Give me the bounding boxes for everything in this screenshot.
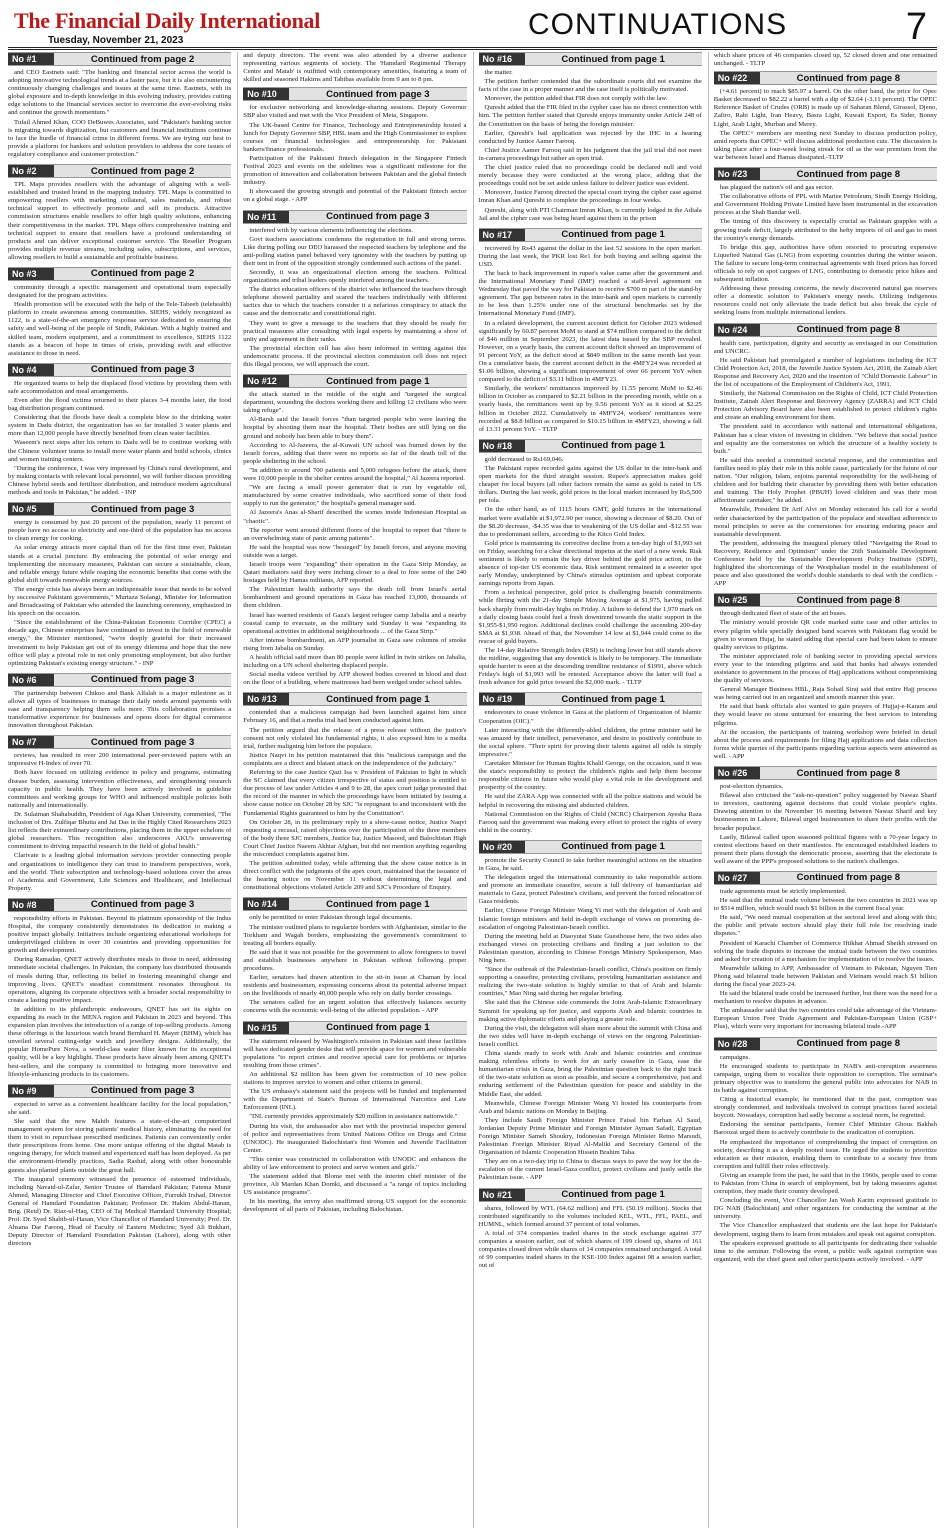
article-number: No #20 <box>479 841 525 853</box>
continued-from-label: Continued from page 3 <box>90 736 195 748</box>
continuation-article <box>714 1037 937 1265</box>
article-body <box>714 1054 937 1264</box>
paragraph: General Manager Business HBL, Raja Sohail Siraj said that entire Hajj process was being carried out in an organized and smooth manner this year. <box>713 686 937 702</box>
article-body <box>714 610 937 761</box>
paragraph: The ambassador said that the two countries could take advantage of the Vietnam-European Union Free Trade Agreement and Pakistan-European Union (GSP+ Plus), which were very important for increasing bilateral trade.-APP <box>713 1007 937 1031</box>
paragraph: The reporter went around different floors of the hospital to report that "there is an overwhelming state of panic among patients". <box>243 526 467 542</box>
article-header <box>479 228 702 242</box>
article-number: No #9 <box>8 1085 54 1097</box>
paragraph: contended that a malicious campaign had been launched against him since February 16, and that a media trial had been conducted against him. <box>243 709 467 725</box>
paragraph: They include Saudi Foreign Minister Prince Faisal bin Farhan Al Saud, Jordanian Deputy Prime Minister and Foreign Minister Ayman Safadi, Egyptian Foreign Minister Sameh Shoukry, Indonesian Foreign Minister Retno Marsudi, Palestinian Foreign Minister Riyad Al-Maliki and Secretary General of the Organisation of Islamic Cooperation Hissein Brahim Taha. <box>478 1116 702 1157</box>
continued-from-label: Continued from page 8 <box>796 168 901 180</box>
article-header <box>8 363 231 377</box>
article-number: No #25 <box>714 594 760 606</box>
paragraph: Qureshi, along with PTI Chairman Imran Khan, is currently lodged in the Adiala Jail and the cipher case was being heard against them in the prison <box>478 206 702 222</box>
article-header <box>243 692 466 706</box>
paragraph: Concluding the event, Vice Chancellor Jan Wash Karim expressed gratitude to DG NAB (Balochistan) and other organizers for conducting the seminar at the university. <box>713 1197 937 1221</box>
article-number: No #5 <box>8 503 54 515</box>
continuation-article <box>479 439 702 689</box>
article-number: No #1 <box>8 53 54 65</box>
continuation-article <box>8 735 231 894</box>
paragraph: Considering that the floods have dealt a complete blow to the drinking water system in Dadu district, the organization has so far installed 3 water plants and more than 12,000 people have directly benefited from clean water facilities. <box>8 414 232 438</box>
paragraph: only be permitted to enter Pakistan through legal documents. <box>249 914 413 922</box>
continued-from-label: Continued from page 8 <box>796 767 901 779</box>
article-body <box>243 104 466 204</box>
article-header <box>479 1188 702 1202</box>
article-columns <box>8 52 937 1528</box>
paragraph: gold decreased to Rs169,046. <box>484 455 564 463</box>
continuation-article <box>243 374 466 688</box>
article-number: No #21 <box>479 1189 525 1201</box>
column-4 <box>708 52 937 1528</box>
article-number: No #15 <box>243 1022 289 1034</box>
paragraph: The district education officers of the district who influenced the teachers through telephone showed partiality and scared the teachers individually with different tactics due to which the teachers consider it a nefarious conspiracy to attack the cause and the democratic and constitutional right. <box>243 286 467 318</box>
paragraph: for exclusive networking and knowledge-sharing sessions. Deputy Governor SBP also visited and met with the Vice President of Meta, Singapore. <box>243 104 467 120</box>
paragraph: In addition to its philanthropic endeavours, QNET has set its sights on expanding its reach in the MENA region and Pakistan in 2023 and beyond. This expansion plan involves the introduction of a range of top-selling products. Among these offerings is the luxurious watch brand Bernhard H. Mayer (BHM), which has unveiled several cutting-edge watch and jewellery designs. Additionally, the popular HomePure Nova, a world-class water filter known for its exceptional quality, will be a key highlight. These products have already been among QNET's best-sellers, and the company is committed to bringing more innovative and lifestyle-enhancing products to its customers. <box>8 1005 232 1078</box>
continued-from-label: Continued from page 1 <box>561 841 665 853</box>
article-body <box>479 69 702 223</box>
paragraph: The 14-day Relative Strength Index (RSI) is inching lower but still stands above the midline, suggesting that any downtick is likely to be temporary. The immediate upside barrier is seen at the descending trendline resistance of $1991, above which Friday's high of $1,993 will be retested. Acceptance above the latter will fuel a fresh advance for gold price toward the $2,000 mark. - TLTP <box>478 647 702 687</box>
paragraph: Endorsing the seminar participants, former Chief Minister Ghous Bakhsh Baroozai urged them to actively contribute to the eradication of corruption. <box>713 1121 937 1137</box>
article-header <box>243 210 466 224</box>
paragraph: The statement added that Blome met with the interim chief minister of the province, Ali Mardan Khan Domki, and discussed a "a range of topics including US assistance programs". <box>243 1173 467 1197</box>
paragraph: Later interacting with the differently-abled children, the prime minister said he was amazed by their intellect, perseverance, and desire to positively contribute to the social sphere. "Their spirit for proving their talents against all odds is simply impressive." <box>478 726 702 758</box>
paragraph: has plagued the nation's oil and gas sector. <box>719 184 834 192</box>
paragraph: Chief Justice Aamer Farooq said in his judgment that the jail trial did not meet in-camera proceedings but rather an open trial. <box>478 146 702 162</box>
paragraph: The inaugural ceremony witnessed the presence of esteemed individuals, including Navaid-ul-Zafar, Senior Trustee of Hamdard Pakistan; Fatema Munir Ahmed, Managing Director and Chief Executive Officer, Furrukh Irshad, Director General of Hamdard Foundation Pakistan; Professor Dr. Hakim Abdul-Hanan, Brig. (Retd) Dr. Riaz-ul-Haq, CEO of Taj Medical Hamdard University Hospital; Prof. Dr. Syed Shabib-ul-Hasan, Vice Chancellor of Hamdard University; Prof. Dr. Ahsana Dar Farooq, Head of Faculty of Eastern Medicine; Syed Ali Bukhari, Deputy Director of Hamdard Foundation Pakistan (Lahore), along with other directors <box>8 1175 232 1248</box>
continuation-article <box>243 692 466 893</box>
paragraph: The petition further contended that the subordinate courts did not examine the facts of the case in a proper manner and the case itself is politically motivated. <box>478 78 702 94</box>
article-header <box>479 52 702 66</box>
continued-from-label: Continued from page 1 <box>561 53 665 65</box>
article-header <box>8 735 231 749</box>
paragraph: She said that the Chinese side commends the Joint Arab-Islamic Extraordinary Summit for speaking up for justice, and supports Arab and Islamic countries in making active diplomatic efforts and playing a greater role. <box>478 999 702 1023</box>
article-header <box>479 840 702 854</box>
article-number: No #23 <box>714 168 760 180</box>
paragraph: shares, followed by WTL (64.62 million) and FFL (50.19 million). Stocks that contributed significantly to the volumes included KEL, WTL, FFL, PAEL, and HUMNL, which formed around 37 percent of total volumes. <box>478 1204 702 1228</box>
paragraph: The provincial election cell has also been informed in writing against this undemocratic process. If the provincial election commission cell does not reject this illegal process, we will approach the court. <box>243 344 467 368</box>
paragraph: From a technical perspective, gold price is challenging bearish commitments while flirting with the 21-day Simple Moving Average at $1,975, having pulled back sharply from multi-day highs on Friday. A failure to defend the 1,970 mark on a daily closing basis could fuel a fresh downtrend towards the static support in the $1,955-$1,950 region. Additional declines could challenge the ascending 200-day SMA at $1,938. Ahead of that, the November 14 low at $1,944 could come to the rescue of gold buyers. <box>478 589 702 645</box>
article-header <box>714 766 937 780</box>
paragraph: During the meeting held at Diaoyutai State Guesthouse here, the two sides also exchanged views on protecting civilians and finding a just solution to the Palestinian question, according to Chinese Foreign Ministry Spokesperson, Mao Ning here. <box>478 932 702 964</box>
article-body <box>479 709 702 834</box>
paragraph: Meanwhile talking to APP, Ambassador of Vietnam to Pakistan, Nguyen Tien Phong said bilateral trade between Pakistan and Vietnam would reach $1 billion during the fiscal year 2023-24. <box>713 964 937 988</box>
article-number: No #13 <box>243 693 289 705</box>
paragraph: Dr. Sulaiman Shahabuddin, President of Aga Khan University, commented, "The inclusion of Drs. Zulfiqar Bhutta and Jai Das in the Highly Cited Researchers 2023 list reflects their extraordinary contributions, placing them in the upper echelons of global researchers. This recognition also underscores AKU's unwavering commitment to driving impactful research in the field of global health." <box>8 810 232 851</box>
paragraph: trade agreements must be strictly implemented. <box>719 887 847 895</box>
continuation-article <box>8 164 231 263</box>
paragraph: Israel has warned residents of Gaza's largest refugee camp Jabalia and a nearby coastal camp to evacuate, as the military said Sunday it was "expanding its operational activities in additional neighbourhoods ... of the Gaza Strip." <box>243 611 467 635</box>
paragraph: promote the Security Council to take further meaningful actions on the situation in Gaza, he said. <box>478 856 702 872</box>
paragraph: The senators called for an urgent solution that effectively balances security concerns with the economic well-being of the affected population. - APP <box>243 999 467 1015</box>
paragraph: He said Pakistan had promulgated a number of legislations including the ICT Child Protection Act, 2018, the Juvenile Justice System Act, 2018, the Zainab Alert Response and Recovery Act, 2020 and the insertion of "Child Domestic Labour" in the list of occupations of the Employment of Children's Act, 1991. <box>713 356 937 388</box>
continued-from-label: Continued from page 1 <box>326 1022 430 1034</box>
paragraph: The petition argued that the release of a press release without the justice's consent not only violated his fundamental rights, it also exposed him to a media trial, further maligning him before the populace. <box>243 726 467 750</box>
paragraph: He said this needed a committed societal response, and the communities and families need to play their role in this noble cause, particularly for the future of our nation. "Our religion, Islam, enjoins parental responsibility for the well-being of children and for building their character by providing them with better education and training. The Holy Prophet (PBUH) loved children and was their most affectionate caretaker," he added. <box>713 456 937 505</box>
article-body <box>714 783 937 866</box>
article-number: No #11 <box>243 211 289 223</box>
article-number: No #17 <box>479 229 525 241</box>
continuation-article <box>8 898 231 1080</box>
continued-from-label: Continued from page 8 <box>796 324 901 336</box>
paragraph: "During the conference, I was very impressed by China's rural development, and by making contacts with relevant local personnel, we will further discuss providing Chinese hybrid seeds and fertilizer distribution, and introduce modern agricultural methods and tools in Pakistan," he added. - INP <box>8 464 232 497</box>
paragraph: Citing a historical example, he mentioned that in the past, corruption was strongly condemned, and individuals involved in corrupt practices faced societal boycott. Nowadays, corruption had sadly become a societal norm, he regretted. <box>713 1096 937 1120</box>
article-body <box>243 227 466 370</box>
continued-from-label: Continued from page 2 <box>90 165 195 177</box>
continuation-article <box>479 692 702 835</box>
paragraph: He said the ZARA App was connected with all the police stations and would be helpful in recovering the missing and abducted children. <box>478 793 702 809</box>
continued-from-label: Continued from page 1 <box>326 693 430 705</box>
paragraph: Earlier, Qureshi's bail application was rejected by the IHC in a hearing conducted by Justice Aamer Farooq. <box>478 129 702 145</box>
paragraph: and CEO Eastnets said: "The banking and financial sector across the world is adopting innovative technological trends at a faster pace, but it is also encountering continuously changing challenges and issues at the same time. Eastnets, with its global exposure and in-depth knowledge in this evolving industry, provides cutting edge solutions to the financial services sector to overcome the ever-evolving risks and continue the growth momentum." <box>8 69 232 117</box>
continued-from-label: Continued from page 3 <box>326 88 430 100</box>
article-header <box>8 502 231 516</box>
paragraph: Lastly, Bilawal called upon seasoned political figures with a 70-year legacy to contest elections based on their manifestos. He encouraged established leaders to present their plans through the democratic process, asserting that the electorate is well aware of the PPP's proposed solutions to the nation's challenges. <box>713 833 937 865</box>
paragraph: The petition submitted today, while affirming that the show cause notice is in direct conflict with the judgments of the apex court, maintained that the issuance of the hearing notice on November 11 without determining the legal and constitutional objections violated Article 209 and SJC's Procedure of Enquiry. <box>243 860 467 892</box>
paragraph: "This center was constructed in collaboration with UNODC and enhances the ability of law enforcement to protect and serve women and girls." <box>243 1155 467 1171</box>
paragraph: Tufail Ahmed Khan, COO DeBuwes Associates, said "Pakistan's banking sector is migrating towards digitization, but customers and financial institutions continue to face the hurdle of financial crime in different forms. We are trying our best to provide a platform for bankers and solution providers to address the core issues of regulatory compliance and customer protection." <box>8 118 232 158</box>
article-body <box>714 340 937 589</box>
article-number: No #16 <box>479 53 525 65</box>
continued-from-label: Continued from page 3 <box>90 364 195 376</box>
paragraph: reviews, has resulted in over 200 international peer-reviewed papers with an impressive H-Index of over 70. <box>8 752 232 768</box>
paragraph: The speakers expressed gratitude to all participants for dedicating their valuable time to the seminar. Following the event, a public walk against corruption was organized, with the chief guest and other participants actively involved. - APP <box>713 1239 937 1263</box>
paragraph: He said that the mutual trade volume between the two countries in 2021 was up to $514 million, which would reach $1 billion in the current fiscal year. <box>713 897 937 913</box>
paragraph: (+4.61 percent) to reach $85.97 a barrel. On the other hand, the price for Opec Basket decreased to $82.22 a barrel with a dip of $2.64 (-3.11 percent). The OPEC Reference Basket of Crudes (ORB) is made up of Saharan Blend, Girassol, Djeno, Zafiro, Rabi Light, Iran Heavy, Basra Light, Kuwait Export, Es Sider, Bonny Light, Arab Light, Murban and Merey. <box>713 88 937 128</box>
paragraph: Al Jazeera's Anas al-Sharif described the scenes inside Indonesian Hospital as "chaotic". <box>243 509 467 525</box>
article-number: No #18 <box>479 440 525 452</box>
paragraph: energy is consumed by just 20 percent of the population, nearly 11 percent of people have no access to electricity and one-third of the population has no access to clean energy for cooking. <box>8 519 232 543</box>
page-number: 7 <box>905 6 927 48</box>
continued-from-label: Continued from page 3 <box>90 1085 195 1097</box>
article-header <box>243 374 466 388</box>
article-number: No #22 <box>714 72 760 84</box>
paragraph: An additional $2 million has been given for construction of 10 new police stations to improve service to women and other citizens in general. <box>243 1070 467 1087</box>
paragraph: He said that bank officials also wanted to gain prayers of Hujjaj-e-Karam and they would leave no stone unturned for ensuring the best services to intending pilgrims. <box>713 703 937 727</box>
paragraph: "INL currently provides approximately $20 million in assistance nationwide." <box>249 1113 458 1121</box>
article-header <box>714 1037 937 1051</box>
paragraph: the attack started in the middle of the night and "targeted the surgical department, wounding the doctors working there and killing 12 civilians who were taking refuge". <box>243 391 467 415</box>
article-header <box>479 692 702 706</box>
paragraph: Participation of the Pakistani fintech delegation in the Singapore Fintech Festival 2023 and events on the sidelines was a significant milestone for the promotion of innovation and collaboration between Pakistan and the global fintech industry. <box>243 154 467 187</box>
paragraph: On the other hand, as of 1115 hours GMT, gold futures in the international market were available at $1,972.90 per ounce, showing a decrease of $8.20. Out of the $8.20 decrease, -$4.35 was due to weakening of the US dollar and -$12.55 was due to predominant sellers, according to the Kitco Gold Index. <box>478 506 702 538</box>
article-body <box>243 391 466 687</box>
paragraph: The minister outlined plans to regularize borders with Afghanistan, similar to the Torkham and Wagah borders, emphasizing the government's commitment to treating all borders equally. <box>243 923 467 947</box>
paragraph: During his visit, the ambassador also met with the provincial inspector general of police and representatives from United Nations Office on Drugs and Crime (UNODC). He inaugurated Balochistan's first Women and Juvenile Facilitation Center. <box>243 1122 467 1154</box>
paragraph: He said that it was not possible for the government to allow foreigners to travel and establish businesses anywhere in Pakistan without following proper procedures. <box>243 948 467 972</box>
continued-from-label: Continued from page 3 <box>90 674 195 686</box>
paragraph: Israeli troops were "expanding" their operation in the Gaza Strip Monday, as Qatari mediators said they were inching closer to a deal to free some of the 240 hostages held by Hamas militants, AFP reported. <box>243 560 467 585</box>
paragraph: In his meeting, the envoy also reaffirmed strong US support for the economic development of all parts of Pakistan, including Balochistan. <box>243 1198 467 1214</box>
continuation-article <box>243 1021 466 1216</box>
paragraph: recovered by Rs43 against the dollar in the last 52 sessions in the open market. During the last week, the PKR lost Re1 for both buying and selling against the USD. <box>478 244 702 268</box>
paragraph: It showcased the growing strength and potential of the Pakistani fintech sector on a global stage. - APP <box>243 188 467 204</box>
paragraph: Similarly, the workers' remittances improved by 11.55 percent MoM to $2.46 billion in October as compared to $2.21 billion in the preceding month, while on a yearly basis, the remittances went up by 9.56 percent YoY as it stood at $2.25 billion in October 2022. Cumulatively in 4MFY24, workers' remittances were recorded at $8.8 billion as compared to $10.15 billion in 4MFY23, showing a fall of 13.31 percent YoY. - TLTP <box>478 385 702 433</box>
continuation-article <box>714 167 937 319</box>
column-2 <box>237 52 466 1528</box>
article-number: No #26 <box>714 767 760 779</box>
newspaper-name: The Financial Daily International <box>14 8 321 33</box>
paragraph: post-election dynamics. <box>719 783 784 791</box>
paragraph: Secondly, it was an organizational election among the teachers. Political organizations and tribal leaders openly interfered among the teachers. <box>243 268 467 285</box>
continued-from-label: Continued from page 8 <box>796 1038 901 1050</box>
continuation-article <box>714 71 937 163</box>
article-body <box>8 284 231 358</box>
paragraph: At the occasion, the participants of training workshop were briefed in detail about the process and requirements for filing Hajj applications and data collection forms while queries of the participants regarding various aspects were answered as well. - APP <box>713 728 937 760</box>
paragraph: Caretaker Minister for Human Rights Khalil George, on the occasion, said it was the state's responsibility to protect the children's rights and help them become responsible citizens in future who would play a vital role in the development and prosperity of the country. <box>478 760 702 792</box>
article-header <box>8 267 231 281</box>
paragraph: "Since the outbreak of the Palestinian-Israeli conflict, China's position on firmly supporting a ceasefire, protecting civilians, providing humanitarian assistance and realizing the two-state solution is highly similar to that of Arab and Islamic countries," Mao Ning said during her regular briefing. <box>478 966 702 998</box>
paragraph: Similarly, the National Commission on the Rights of Child, ICT Child Protection Institute, Zainab Alert Response and Recovery Agency (ZARRA) and ICT Child Protection Advisory Board have also been established to protect children's rights and create an enabling environment for them. <box>713 390 937 422</box>
article-number: No #7 <box>8 736 54 748</box>
article-number: No #4 <box>8 364 54 376</box>
article-number: No #10 <box>243 88 289 100</box>
paragraph: The UK-based Centre for Finance, Technology and Entrepreneurship hosted a lunch for Deputy Governor SBP, HBL team and the High Commissioner to explore courses on financial technologies and entrepreneurship for Pakistani bankers/finance professionals. <box>243 121 467 153</box>
paragraph: The back to back improvement in rupee's value came after the government and the International Monetary Fund (IMF) reached a staff-level agreement on Wednesday that paved the way for Pakistan to receive $700 m part of the stand-by agreement. The gap between rates in the inter-bank and open markets is currently to be less than 1.25% under one of the structural benchmarks set by the International Monetary Fund (IMF). <box>478 269 702 318</box>
paragraph: Even after the flood victims returned to their places 3-4 months later, the food bag distribution program continued. <box>8 397 232 413</box>
paragraph: The Pakistani rupee recorded gains against the US dollar in the inter-bank and open markets for the third straight session. Rupee's appreciation makes gold cheaper for local buyers (all other factors remain the same as gold is rated in US dollars. During the last week, gold prices in the local market increased by Rs5,500 per tola. <box>478 464 702 505</box>
continued-from-label: Continued from page 8 <box>796 594 901 606</box>
continued-text: which share prices of 46 companies closed up, 52 closed down and one remained unchanged. - TLTP <box>713 52 937 68</box>
paragraph: Both have focused on utilizing evidence in policy and programs, estimating disease burden, assessing intervention effectiveness, and strengthening research capacity in public health. They have been actively involved in guideline committees and working groups for WHO and influenced multiple policies both nationally and internationally. <box>8 769 232 809</box>
article-body <box>479 245 702 434</box>
continuation-article <box>8 52 231 160</box>
article-body <box>479 1205 702 1271</box>
paragraph: interfered with by various elements influencing the elections. <box>249 226 414 234</box>
paragraph: "Since the establishment of the China-Pakistan Economic Corridor (CPEC) a decade ago, Chinese enterprises have continued to invest in the field of renewable energy," the Minister mentioned, "we're deeply grateful for their increased investment to help Pakistan get out of its energy dilemma and hope that the new office will play a pivotal role in not only promoting employment, but also further optimizing Pakistan's existing energy structure." - INP <box>8 619 232 667</box>
paragraph: Addressing these pressing concerns, the newly discovered natural gas reserves offer a domestic solution to Pakistan's energy needs. Utilizing indigenous resources could not only alleviate the trade deficit but also break the cycle of seeking loans from multiple international lenders. <box>713 285 937 317</box>
paragraph: Gold price is maintaining its corrective decline from a ten-day high of $1,993 set on Friday, searching for a clear directional impetus at the start of a new week. Risk sentiment is likely to remain the key driver behind the gold price action, in the absence of top-tier US economic data. Risk sentiment remained in a sweeter spot early Monday, underpinned by China's stimulus optimism and upbeat corporate earnings reports from Japan. <box>478 539 702 588</box>
article-body <box>8 380 231 497</box>
article-header <box>8 898 231 912</box>
continuation-article <box>714 323 937 590</box>
paragraph: Moreover, Justice Farooq directed the special court trying the cipher case against Imran Khan and Qureshi to complete the proceedings in four weeks. <box>478 189 702 205</box>
continued-from-label: Continued from page 3 <box>90 503 195 515</box>
paragraph: Earlier, senators had drawn attention to the sit-in issue at Chaman by local residents and businessmen, expressing concerns about its potential adverse impact on the livelihoods of nearly 40,000 people who rely on daily border crossings. <box>243 974 467 998</box>
continued-from-label: Continued from page 8 <box>796 872 901 884</box>
paragraph: They want to give a message to the teachers that they should be ready for practical measures after consulting with legal experts by maintaining a show of unity and agreement in their ranks. <box>243 319 467 343</box>
paragraph: According to Al-Jazeera, the al-Kuwait UN school was burned down by the Israeli forces, adding that there were no reports so far of the death toll of the people sheltering in the school. <box>243 441 467 465</box>
continuation-article <box>479 52 702 224</box>
paragraph: The president said in accordance with national and international obligations, Pakistan has a clear vision of investing in children. "We believe that social justice and equality are the cornerstones on which the structure of a healthy society is built." <box>713 423 937 455</box>
article-body <box>8 519 231 668</box>
article-number: No #14 <box>243 898 289 910</box>
column-1 <box>8 52 231 1528</box>
continuation-article <box>714 593 937 762</box>
continued-from-label: Continued from page 8 <box>796 72 901 84</box>
paragraph: The US embassy's statement said the projects will be funded and implemented with the Department of State's Bureau of International Narcotics and Law Enforcement (INL). <box>243 1088 467 1112</box>
continuation-article <box>714 766 937 867</box>
paragraph: He encouraged students to participate in NAB's anti-corruption awareness campaign, urging them to vocalize their opposition to corruption. The seminar's primary objective was to transform the general public into advocates for NAB in its battle against corruption. <box>713 1062 937 1094</box>
paragraph: The Vice Chancellor emphasized that students are the last hope for Pakistan's development, urging them to learn from mistakes and speak out against corruption. <box>713 1222 937 1238</box>
paragraph: President of Karachi Chamber of Commerce Iftikhar Ahmad Sheikh stressed on solving the trade disputes to increase the mutual trade between the two countries and asked for creation of a mechanism for implementation of to resolve the issues. <box>713 939 937 963</box>
continued-from-label: Continued from page 2 <box>90 268 195 280</box>
article-number: No #12 <box>243 375 289 387</box>
paragraph: After intense bombardment, an AFP journalist in Gaza saw columns of smoke rising from Jabalia on Sunday. <box>243 636 467 652</box>
article-header <box>243 87 466 101</box>
paragraph: He said the bilateral trade could be increased further, but there was the need for a mechanism to resolve disputes in advance. <box>713 990 937 1006</box>
article-body <box>243 709 466 892</box>
paragraph: The Palestinian health authority says the death toll from Israel's aerial bombardment and ground operations in Gaza has reached 13,000, thousands of them children. <box>243 586 467 610</box>
article-number: No #24 <box>714 324 760 336</box>
continuation-article <box>8 673 231 731</box>
continued-from-label: Continued from page 1 <box>326 375 430 387</box>
article-body <box>8 1101 231 1249</box>
paragraph: He said the hospital was now "besieged" by Israeli forces, and anyone moving outside was a target. <box>243 543 467 559</box>
paragraph: As solar energy attracts more capital than oil for the first time ever, Pakistan stands at a crucial juncture. By embracing the potential of solar energy and implementing the necessary measures, Pakistan can secure a sustainable, clean, and reliable energy future while reaping the economic benefits that come with the global shift towards renewable energy sources. <box>8 544 232 584</box>
article-body <box>243 914 466 1015</box>
section-title: CONTINUATIONS <box>528 8 788 41</box>
paragraph: Earlier, Chinese Foreign Minister Wang Yi met with the delegation of Arab and Islamic foreign ministers and held in-depth exchange of views on promoting de-escalation of ongoing Palestinian-Israeli conflict. <box>478 907 702 931</box>
article-body <box>714 184 937 318</box>
continued-from-label: Continued from page 2 <box>90 53 195 65</box>
paragraph: Social media videos verified by AFP showed bodies covered in blood and dust on the floor of a building, where mattresses had been wedged under school tables. <box>243 671 467 687</box>
paragraph: He organized teams to help the displaced flood victims by providing them with safe accommodation and meal arrangements. <box>8 379 232 395</box>
paragraph: The ministry would provide QR code marked suite case and other articles to every pilgrim while specially designed band scarves with Pakistani flag would be given to women Hujaj, he stated adding that special care had been taken to ensure quality services to pilgrims. <box>713 619 937 651</box>
continuation-article <box>8 1084 231 1250</box>
article-header <box>243 1021 466 1035</box>
paragraph: The energy crisis has always been an indispensable issue that needs to be solved by successive Pakistani governments," Murtaza Solangi, Minister for Information and Broadcasting of Pakistan who attended the launching ceremony, emphasized in his speech on the occasion. <box>8 585 232 618</box>
paragraph: Justice Naqvi in his petition maintained that this "malicious campaign and the complaints are a direct and blatant attack on the independence of the judiciary." <box>243 751 467 767</box>
paragraph: The collaborative efforts of PPL with Mariee Petroleum, Sindh Energy Holding, and Government Holding Private Limited have been instrumental in the excavation process at the Shah Bandar well. <box>713 193 937 217</box>
paragraph: The chief justice ruled that no proceedings could be declared null and void merely because they were conducted at the wrong place, adding that the proceedings could not be set aside unless failure to deliver justice was evident. <box>478 164 702 188</box>
article-header <box>8 52 231 66</box>
paragraph: The partnership between Chikoo and Bank Alfalah is a major milestone as it allows all types of businesses to manage their daily needs around payments with ease and transparency helping them sells more. This collaboration promises a transformative experience for businesses and opens doors for digital commerce innovation throughout Pakistan. <box>8 689 232 730</box>
paragraph: Meanwhile, President Dr Arif Alvi on Monday reiterated his call for a world order characterized by the participation of the populace and steadfast adherence to moral principles to serve as the cornerstones for ensuring enduring peace and sustainable development. <box>713 506 937 538</box>
continuation-article <box>479 840 702 1184</box>
continued-from-label: Continued from page 1 <box>561 440 665 452</box>
paragraph: The delegation urged the international community to take responsible actions and promote an immediate ceasefire, secure a full delivery of humanitarian aid materials to Gaza, protect Palestine's civilians, and prevent the forced relocation of Gaza residents. <box>478 874 702 906</box>
paragraph: Bilawal also criticised the "ask-no-question" policy suggested by Nawaz Sharif to investors, cautioning against decisions that could violate people's rights. Drawing attention to the November 16 meeting between Nawaz Sharif and key businessmen in Lahore, Bilawal urged businessmen to share their profits with the broader populace. <box>713 792 937 832</box>
article-body <box>243 1038 466 1215</box>
article-number: No #28 <box>714 1038 760 1050</box>
paragraph: through dedicated fleet of state of the art buses. <box>719 610 847 618</box>
paragraph: Moreover, the petition added that FIR does not comply with the law. <box>484 95 668 103</box>
continuation-article <box>243 87 466 205</box>
article-number: No #2 <box>8 165 54 177</box>
paragraph: Giving an example from the past, he said that in the 1960s, people used to come to Pakistan from China in search of employment, but by taking measures against corruption, they made their country developed. <box>713 1171 937 1196</box>
paragraph: Clarivate is a leading global information services provider connecting people and organizations to intelligence they can trust to transform perspectives, work, and the world. Their subscription and technology-based solutions cover the areas of Academia and Government, Life Sciences and Healthcare, and Intellectual Property. <box>8 852 232 892</box>
paragraph: TPL Maps provides resellers with the advantage of aligning with a well-established and trusted brand in the mapping industry. TPL Maps is committed to empowering resellers with marketing collateral, sales materials, and robust technical support to effectively promote and sell its products. Attractive commission structures enable resellers to offer high quality solutions, enhancing their competitiveness in the market. TPL Maps offers comprehensive training and technical support to ensure that resellers have a profound understanding of products and can deliver exceptional customer service. The Reseller Program provides multiple revenue streams, including sales, subscriptions, and services, allowing resellers to build a sustainable and profitable business. <box>8 181 232 261</box>
continued-from-label: Continued from page 1 <box>561 229 665 241</box>
paragraph: The statement released by Washington's mission in Pakistan said these facilities will have dedicated gender desks that will provide space for women and vulnerable populations "to report crimes and receive special care for problems or injuries resulting from those crimes". <box>243 1037 467 1069</box>
article-body <box>8 69 231 159</box>
paragraph: To bridge this gap, authorities have often resorted to procuring expensive Liquefied Natural Gas (LNG) from exporting countries during the winter season. The failure to secure long-term contractual agreements with fixed prices has forced officials to rely on spot cargoes of LNG, contributing to domestic price hikes and subsequent inflation. <box>713 243 937 284</box>
paragraph: During Ramadan, QNET actively distributes meals to those in need, addressing immediate societal challenges. In Pakistan, the company has distributed thousands of meals during Iftar, reflecting its belief in fostering meaningful change and improving lives. QNET's steadfast commitment resonates throughout its operations, aligning its corporate objectives with a broader social responsibility to create a lasting positive impact. <box>8 956 232 1004</box>
article-header <box>714 167 937 181</box>
article-body <box>714 88 937 162</box>
article-body <box>714 888 937 1032</box>
continued-text: and deputy directors. The event was also attended by a diverse audience representing various segments of society. The 'Hamdard Regimental Therapy Centre and Matab' is outfitted with contemporary amenities, featuring a team of skilled and seasoned Hakims and Tabibas available from 9 am to 8 pm. <box>243 52 467 84</box>
paragraph: Al-Barsh said the Israeli forces "than targeted people who were leaving the hospital by shooting them near the hospital. Their bodies are still lying on the ground and nobody has been able to bury them". <box>243 416 467 440</box>
article-number: No #3 <box>8 268 54 280</box>
article-body <box>8 690 231 730</box>
paragraph: responsibility efforts in Pakistan. Beyond its platinum sponsorship of the Indus Hospital, the company consistently demonstrates its dedication to making a positive impact globally. Initiatives include organizing educational workshops for underprivileged children in over 30 countries and providing opportunities for growth and development. <box>8 914 232 955</box>
masthead <box>8 4 937 50</box>
article-number: No #27 <box>714 872 760 884</box>
continuation-article <box>714 871 937 1033</box>
continuation-article <box>479 228 702 435</box>
article-body <box>8 752 231 893</box>
paragraph: The president, addressing the inaugural plenary titled "Navigating the Road to Recovery, Resilience and Optimism" under the 26th Sustainable Development Conference held by the Sustainable Development Policy Institute (SDPI), highlighted the shortcomings of the Westphalian model in the establishment of peace and also questioned the world's double standards to deal with the conflicts - APP <box>713 539 937 588</box>
paragraph: He emphasized the importance of comprehending the impact of corruption on society, describing it as a deeply rooted issue. He urged the students to prioritize education as their mission, enabling them to contribute to a society free from corruption and fulfill their roles effectively. <box>713 1138 937 1170</box>
article-number: No #19 <box>479 693 525 705</box>
continued-from-label: Continued from page 1 <box>561 1189 665 1201</box>
article-body <box>8 915 231 1079</box>
article-header <box>714 593 937 607</box>
continuation-article <box>243 210 466 371</box>
continuation-article <box>243 897 466 1016</box>
continuation-article <box>8 267 231 359</box>
continued-from-label: Continued from page 3 <box>326 211 430 222</box>
paragraph: Health promotion will be executed with the help of the Tele-Tabeeb (telehealth) platform to create awareness among communities. SIEHS, widely recognized as 1122, is a state-of-the-art emergency response service dedicated to ensuring the safety and well-being of the people of Sindh, Pakistan. With a highly trained and skilled team, modern equipment, and a commitment to excellence, SIEHS 1122 stands as a beacon of hope in times of crisis, providing swift and effective assistance to those in need. <box>8 301 232 357</box>
article-body <box>479 456 702 688</box>
paragraph: In a related development, the current account deficit for October 2023 widened significantly by 60.87 percent MoM to stand at $74 million compared to the deficit of $46 million in September 2023, the latest data issued by the SBP revealed. However, on a yearly basis, the current account deficit showed an improvement of 91 percent YoY, as the deficit stood at $849 million in the same month last year. On a cumulative basis, the current account deficit in the 4MFY24 was recorded at $1.06 billion, showing a significant improvement of over 66 percent YoY when compared to the deficit of $3.11 billion in 4MFY23. <box>478 319 702 384</box>
article-number: No #6 <box>8 674 54 686</box>
paragraph: National Commission on the Rights of Child (NCRC) Chairperson Ayesha Raza Farooq said the government was making every effort to protect the rights of every child in the country. <box>478 810 702 834</box>
article-body <box>479 857 702 1183</box>
issue-date: Tuesday, November 21, 2023 <box>48 35 184 46</box>
paragraph: health care, participation, dignity and security as envisaged in our Constitution and UNCRC. <box>713 339 937 355</box>
paragraph: Qureshi added that the FIR filed in the cypher case has no direct connection with him. The petition further stated that Qureshi enjoys immunity under Article 248 of the Constitution on the basis of being the foreign minister. <box>478 104 702 128</box>
article-header <box>8 164 231 178</box>
paragraph: On October 28, in its preliminary reply to a show-cause notice, Justice Naqvi requesting a recusal, raised objections over the participation of the three members of the body three SJC members, Justice Isa, Justice Masood, and Balochistan High Court Chief Justice Naeem Akhtar Afghan, but did not mention anything regarding the misconduct complaints against him. <box>243 818 467 858</box>
column-3 <box>473 52 702 1528</box>
paragraph: She said that the new Mahib features a state-of-the-art computerized management system for storing patients' medical history, eliminating the need for them to visit to repurchase prescribed medicines. Patients can conveniently order their prescriptions from home. One more unique offering of the digital Matab is ongoing therapy, for which trained and experienced staff has been deployed. As per the environment-friendly practices, Sadia Rashid, along with other honourable guests also planted plants outside the great hall. <box>8 1117 232 1174</box>
article-header <box>714 71 937 85</box>
paragraph: endeavours to cease violence in Gaza at the platform of Organization of Islamic Cooperation (OIC)." <box>478 709 702 725</box>
continued-from-label: Continued from page 1 <box>561 693 665 705</box>
continued-from-label: Continued from page 3 <box>90 899 195 911</box>
paragraph: The timing of this discovery is especially crucial as Pakistan grapples with a growing trade deficit, largely attributed to the hefty imports of oil and gas to meet the country's energy demands. <box>713 218 937 242</box>
article-header <box>243 897 466 911</box>
paragraph: Waseem's next steps after his return to Dadu will be to continue working with the Chinese volunteer teams to install more water plants and build schools, clinics and women training centers. <box>8 439 232 463</box>
paragraph: They are on a two-day trip to China to discuss ways to pave the way for the de-escalation of the current Israel-Gaza conflict, protect civilians and justly settle the Palestinian issue. - APP <box>478 1158 702 1182</box>
article-header <box>479 439 702 453</box>
paragraph: Meanwhile, Chinese Foreign Minister Wang Yi hosted his counterparts from Arab and Islamic nations on Monday in Beijing. <box>478 1099 702 1115</box>
article-header <box>8 1084 231 1098</box>
paragraph: He said, "We need mutual cooperation at the sectoral level and along with this; the public and private sectors should play their full role for resolving trade disputes." <box>713 914 937 938</box>
article-number: No #8 <box>8 899 54 911</box>
paragraph: A total of 374 companies traded shares in the stock exchange against 377 companies a session earlier, out of which shares of 199 closed up, shares of 161 companies closed down while shares of 14 companies remained unchanged. A total of 99 companies traded shares in the KSE-100 Index against 98 a session earlier, out of <box>478 1229 702 1270</box>
paragraph: "We are facing a small power generator that is run by vegetable oil, manufactured by some creative individuals, who sacrificed some of their food supply to run the generator," the hospital's general manager said. <box>243 484 467 508</box>
paragraph: A health official said more than 80 people were killed in twin strikes on Jabalia, including on a UN school sheltering displaced people. <box>243 654 467 670</box>
paragraph: Govt teachers associations condemns the registration in full and strong terms. Like during polling our DEO harassed the respected teachers by telephone and the anti-polling station panel behaved very ignominy with the teachers by putting up their tent in front of the opposition strongly condemned such actions of the panel. <box>243 235 467 267</box>
paragraph: The minister appreciated role of banking sector in providing special services every year to the intending pilgrims and said that banks had always extended assistance to government in the process of Hajj applications without compromising the quality of services. <box>713 652 937 685</box>
paragraph: During the visit, the delegation will share more about the summit with China and the two sides will have in-depth exchange of views on the ongoing Palestinian-Israeli conflict. <box>478 1024 702 1048</box>
paragraph: Referring to the case Justice Qazi Isa v. President of Pakistan to light in which the SC claimed that every citizen irrespective of status and position is entitled to due process of law under Articles 4 and 9 to 28, the apex court judge protested that the record of the manner in which the proceedings have been initiated by issuing a show cause notice on October 28 by SJC "is repugnant to and inconsistent with the Fundamental Rights guaranteed to him by the Constitution". <box>243 769 467 817</box>
continuation-article <box>479 1188 702 1272</box>
continued-from-label: Continued from page 1 <box>326 898 430 910</box>
paragraph: China stands ready to work with Arab and Islamic countries and continue making relentless efforts to work for an early ceasefire in Gaza, ease the humanitarian crisis in Gaza, bring the Palestinian question back to the right track of the two-state solution as soon as possible, and secure a comprehensive, just and enduring settlement of the Palestinian question for peace and stability in the Middle East, she added. <box>478 1050 702 1098</box>
paragraph: campaigns. <box>719 1053 751 1061</box>
article-body <box>8 181 231 262</box>
paragraph: The OPEC+ members are meeting next Sunday to discuss production policy, amid reports that OPEC+ will discuss additional production cuts. The discussion is taking place after a four-week losing streak for oil as the war premium from the war between Israel and Hamas dissipated.-TLTP <box>713 129 937 161</box>
continuation-article <box>8 502 231 669</box>
paragraph: community through a specific management and operational team especially designated for the program activities. <box>8 283 232 300</box>
article-header <box>714 323 937 337</box>
paragraph: expected to serve as a convenient healthcare facility for the local population," she said. <box>8 1100 232 1116</box>
paragraph: the matter. <box>484 69 513 76</box>
article-header <box>714 871 937 885</box>
continuation-article <box>8 363 231 498</box>
paragraph: "In addition to around 700 patients and 5,000 refugees before the attack, there were 10,000 people in the shelter centres around the hospital," Al Jazeera reported. <box>243 466 467 483</box>
article-header <box>8 673 231 687</box>
